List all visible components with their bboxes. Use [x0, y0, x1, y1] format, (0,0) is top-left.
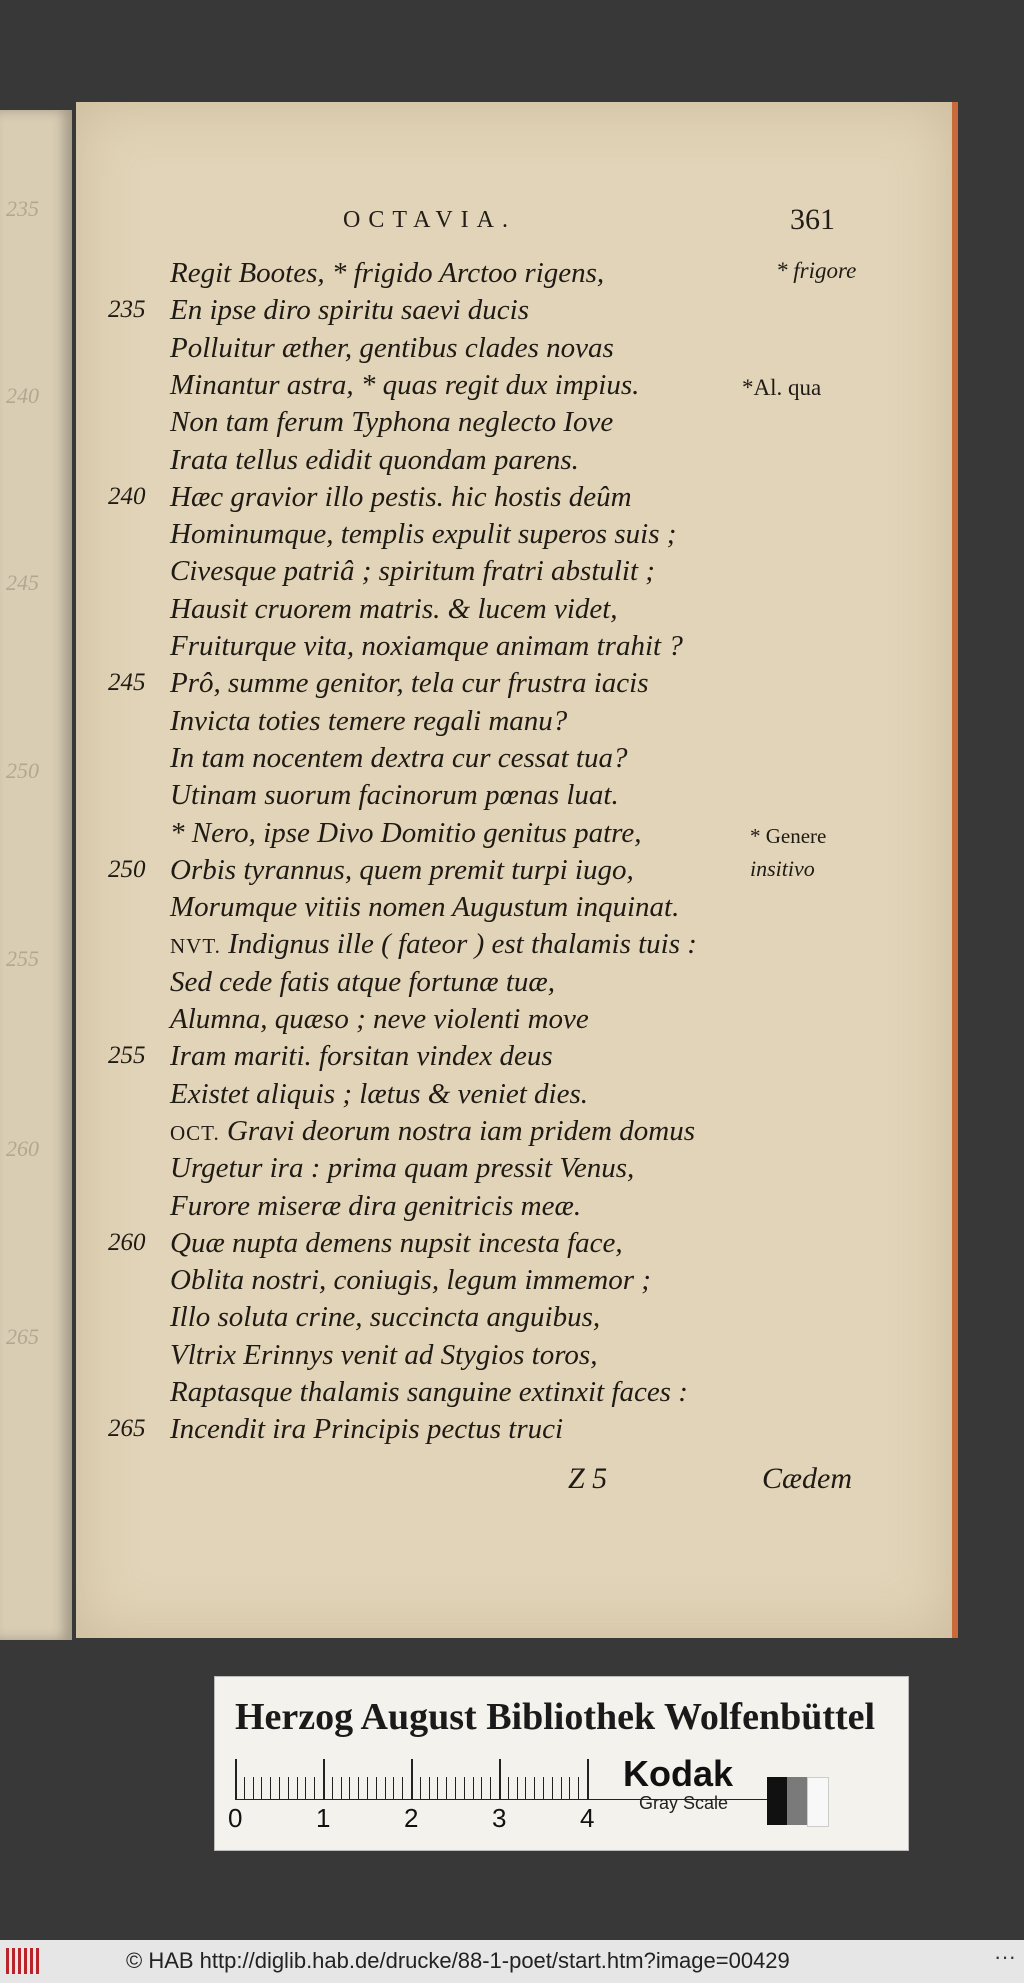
verse-text-content: Hominumque, templis expulit superos suis ;	[170, 518, 677, 550]
ruler-tick	[261, 1777, 262, 1799]
verse-line	[170, 254, 604, 292]
verse-text-content: Polluitur æther, gentibus clades novas	[170, 332, 614, 364]
verse-line	[170, 739, 627, 777]
verse-line	[170, 1336, 597, 1374]
verse-text-content: Invicta toties temere regali manu?	[170, 705, 568, 737]
margin-note-al-qua: *Al. qua	[742, 375, 822, 400]
verse-line	[170, 1187, 581, 1225]
verse-text-content: Iram mariti. forsitan vindex deus	[170, 1040, 553, 1072]
verse-text-content: Orbis tyrannus, quem premit turpi iugo,	[170, 854, 634, 886]
ruler-tick	[525, 1777, 526, 1799]
verse-text-content: Hausit cruorem matris. & lucem videt,	[170, 593, 618, 625]
ruler-tick	[244, 1777, 245, 1799]
catchword: Cædem	[762, 1462, 852, 1495]
ruler-tick	[376, 1777, 377, 1799]
page-number: 361	[790, 203, 835, 236]
ruler-tick	[437, 1777, 438, 1799]
ruler-tick	[393, 1777, 394, 1799]
verse-line	[170, 851, 634, 889]
library-title: Herzog August Bibliothek Wolfenbüttel	[235, 1696, 876, 1738]
footer-bar	[0, 1940, 1024, 1983]
speaker-label: NVT.	[170, 934, 221, 958]
ruler-tick	[314, 1777, 315, 1799]
verse-text-content: Non tam ferum Typhona neglecto Iove	[170, 406, 614, 438]
verse-line	[170, 329, 614, 367]
verse-line	[170, 1149, 634, 1187]
speaker-label: OCT.	[170, 1121, 220, 1145]
ruler-tick	[534, 1777, 535, 1799]
ruler-tick	[341, 1777, 342, 1799]
verse-line	[170, 441, 579, 479]
ruler-tick	[385, 1777, 386, 1799]
margin-note-insitivo: insitivo	[750, 856, 815, 881]
ruler-label: 2	[404, 1803, 419, 1833]
ruler-tick	[552, 1777, 553, 1799]
line-number: 245	[108, 669, 146, 696]
verse-text-content: En ipse diro spiritu saevi ducis	[170, 294, 529, 326]
verse-text-content: Existet aliquis ; lætus & veniet dies.	[170, 1078, 589, 1110]
ruler-tick	[270, 1777, 271, 1799]
verse-text-content: Minantur astra, * quas regit dux impius.	[170, 369, 640, 401]
ruler-tick	[349, 1777, 350, 1799]
ruler-tick	[420, 1777, 421, 1799]
signature-mark: Z 5	[568, 1462, 608, 1495]
verse-line	[170, 1261, 651, 1299]
ruler-tick	[578, 1777, 579, 1799]
verse-text-content: Urgetur ira : prima quam pressit Venus,	[170, 1152, 635, 1184]
verse-text-content: Gravi deorum nostra iam pridem domus	[226, 1115, 695, 1147]
footer-copyright-link[interactable]: © HAB http://diglib.hab.de/drucke/88-1-poet/start.htm?image=00429	[126, 1948, 790, 1973]
ruler-tick	[481, 1777, 482, 1799]
verse-text-content: Sed cede fatis atque fortunæ tuæ,	[170, 966, 556, 998]
ruler-tick	[367, 1777, 368, 1799]
ruler-tick	[429, 1777, 430, 1799]
verse-line	[170, 403, 613, 441]
facing-page-line-number: 255	[6, 946, 39, 971]
ruler-tick	[561, 1777, 562, 1799]
verse-text-content: Alumna, quæso ; neve violenti move	[170, 1003, 589, 1035]
verse-line	[170, 888, 679, 926]
facing-page-edge	[0, 110, 72, 1640]
verse-line	[170, 478, 632, 516]
facing-page-line-number: 265	[6, 1324, 39, 1349]
verse-line	[170, 291, 529, 329]
ruler-tick	[587, 1759, 589, 1799]
ruler-tick	[323, 1759, 325, 1799]
verse-line	[170, 627, 683, 665]
verse-text-content: Prô, summe genitor, tela cur frustra iacis	[170, 667, 649, 699]
verse-line	[170, 366, 639, 404]
verse-line	[170, 590, 618, 628]
ruler-tick	[473, 1777, 474, 1799]
verse-line	[170, 1075, 588, 1113]
black-swatch	[767, 1777, 787, 1825]
hab-logo-icon	[6, 1948, 46, 1974]
verse-text-content: Quæ nupta demens nupsit incesta face,	[170, 1227, 623, 1259]
verse-line	[170, 1298, 600, 1336]
color-calibration-card	[214, 1676, 909, 1851]
ruler-tick	[455, 1777, 456, 1799]
verse-text-content: Vltrix Erinnys venit ad Stygios toros,	[170, 1339, 598, 1371]
ruler-tick	[446, 1777, 447, 1799]
verse-text-content: Illo soluta crine, succincta anguibus,	[170, 1301, 601, 1333]
verse-line	[170, 814, 641, 852]
ruler-tick	[297, 1777, 298, 1799]
verse-line	[170, 1410, 563, 1448]
ruler-tick	[499, 1759, 501, 1799]
ruler-tick	[402, 1777, 403, 1799]
verse-text-content: Regit Bootes, * frigido Arctoo rigens,	[170, 257, 605, 289]
page-header	[0, 203, 1024, 247]
verse-text-content: Incendit ira Principis pectus truci	[170, 1413, 564, 1445]
kodak-logo: Kodak	[623, 1753, 734, 1794]
verse-line	[170, 1000, 589, 1038]
verse-text-content: Hæc gravior illo pestis. hic hostis deûm	[170, 481, 632, 513]
ruler-tick	[235, 1759, 237, 1799]
ruler-tick	[279, 1777, 280, 1799]
verse-line	[170, 776, 619, 814]
verse-text-content: Raptasque thalamis sanguine extinxit faces :	[170, 1376, 688, 1408]
running-head: OCTAVIA.	[343, 207, 516, 233]
verse-text-content: Fruiturque vita, noxiamque animam trahit ?	[170, 630, 683, 662]
verse-line	[170, 664, 649, 702]
verse-line	[170, 515, 676, 553]
ruler-tick	[288, 1777, 289, 1799]
verse-text-content: * Nero, ipse Divo Domitio genitus patre,	[170, 817, 642, 849]
facing-page-line-number: 260	[6, 1136, 39, 1161]
verse-line	[170, 1224, 623, 1262]
verse-line	[170, 1037, 553, 1075]
ruler-label: 4	[580, 1803, 595, 1833]
verse-text-content: Utinam suorum facinorum pœnas luat.	[170, 779, 619, 811]
line-number: 250	[108, 856, 146, 883]
facing-page-line-number: 235	[6, 196, 39, 221]
ruler-tick	[305, 1777, 306, 1799]
verse-line	[170, 963, 555, 1001]
ruler-tick	[464, 1777, 465, 1799]
verse-line	[170, 1373, 688, 1411]
ruler-tick	[411, 1759, 413, 1799]
line-number: 255	[108, 1042, 146, 1069]
verse-text-content: Irata tellus edidit quondam parens.	[170, 444, 579, 476]
ruler-tick	[253, 1777, 254, 1799]
verse-line	[170, 702, 567, 740]
ruler-label: 3	[492, 1803, 507, 1833]
line-number: 260	[108, 1229, 146, 1256]
verse-line	[170, 1112, 695, 1152]
facing-page-line-number: 250	[6, 758, 39, 783]
more-icon[interactable]: ···	[994, 1944, 1016, 1969]
verse-text-content: Furore miseræ dira genitricis meæ.	[170, 1190, 582, 1222]
ruler-tick	[490, 1777, 491, 1799]
gray-swatch	[787, 1777, 807, 1825]
gray-scale-label: Gray Scale	[639, 1793, 729, 1813]
ruler-label: 1	[316, 1803, 331, 1833]
ruler-tick	[517, 1777, 518, 1799]
margin-note-genere: * Genere	[750, 824, 827, 848]
ruler-tick	[508, 1777, 509, 1799]
margin-note-frigore: * frigore	[776, 258, 857, 283]
facing-page-line-number: 240	[6, 383, 39, 408]
verse-text-content: Morumque vitiis nomen Augustum inquinat.	[170, 891, 680, 923]
ruler-tick	[332, 1777, 333, 1799]
facing-page-line-number: 245	[6, 570, 39, 595]
verse-text-content: Indignus ille ( fateor ) est thalamis tuis :	[228, 928, 697, 960]
ruler-tick	[358, 1777, 359, 1799]
verse-text-content: Oblita nostri, coniugis, legum immemor ;	[170, 1264, 651, 1296]
verse-text-content: Civesque patriâ ; spiritum fratri abstulit ;	[170, 555, 655, 587]
verse-line	[170, 925, 697, 965]
ruler-tick	[543, 1777, 544, 1799]
white-swatch	[807, 1777, 829, 1827]
ruler-tick	[569, 1777, 570, 1799]
line-number: 235	[108, 296, 146, 323]
ruler-label: 0	[228, 1803, 243, 1833]
line-number: 265	[108, 1415, 146, 1442]
verse-text-content: In tam nocentem dextra cur cessat tua?	[170, 742, 628, 774]
verse-line	[170, 552, 655, 590]
line-number: 240	[108, 483, 146, 510]
